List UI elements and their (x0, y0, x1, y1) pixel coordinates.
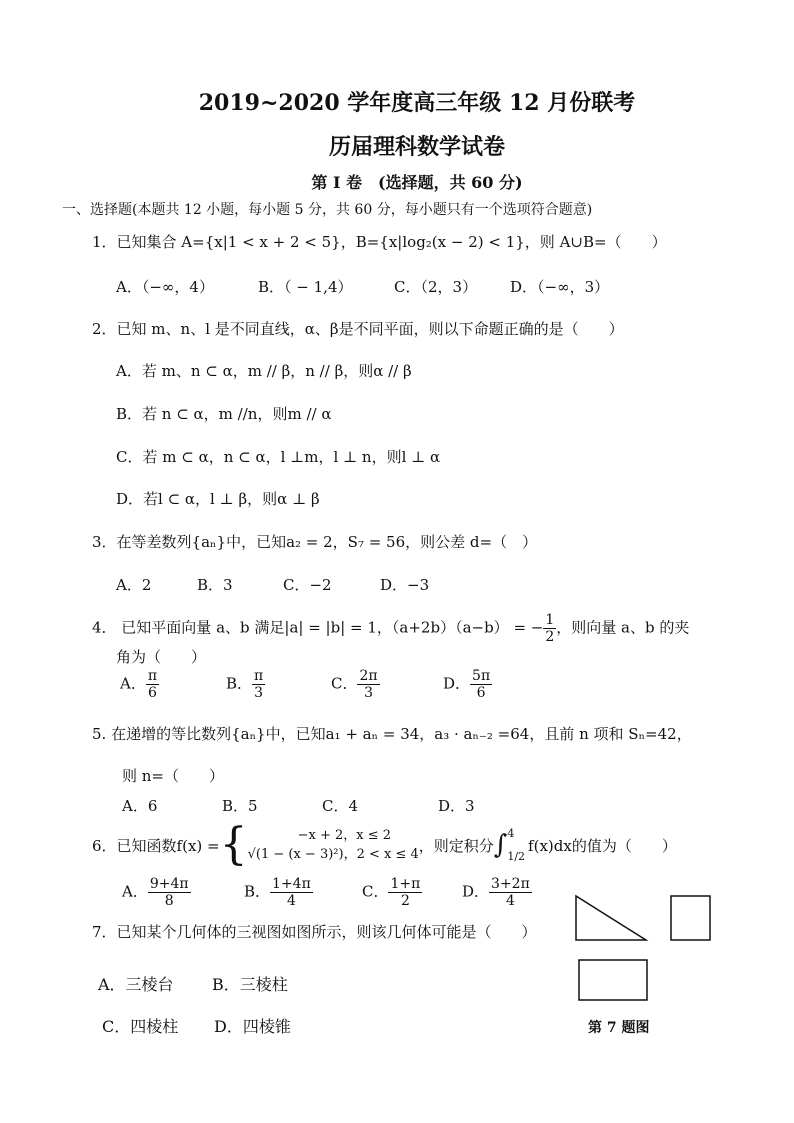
q4-c-den: 3 (364, 685, 373, 702)
q4-option-a (120, 668, 159, 701)
q4-a-den: 6 (147, 685, 157, 702)
q6-c-num: 1+π (390, 876, 421, 892)
q2-option-c: C．若 m ⊂ α，n ⊂ α，l ⊥m，l ⊥ n，则l ⊥ α (116, 448, 441, 466)
q4-option-a-frac (146, 668, 159, 701)
q1-option-b: B．（ − 1,4） (258, 278, 353, 296)
q6-a-den: 8 (164, 893, 174, 910)
q6-piece-1: −x + 2，x ≤ 2 (297, 827, 392, 843)
three-view-figure (570, 892, 720, 1012)
q2-option-b: B．若 n ⊂ α，m //n，则m // α (116, 405, 332, 423)
q4-option-d (443, 668, 492, 701)
part-heading: 第 Ⅰ 卷 (选择题，共 60 分) (311, 173, 523, 192)
q6-stem-part-c: f(x)dx的值为（ ） (528, 836, 677, 855)
question-3-stem: 3．在等差数列{aₙ}中，已知a₂ = 2，S₇ = 56，则公差 d=（ ） (92, 533, 538, 551)
q6-d-den: 4 (505, 893, 515, 910)
figure-caption: 第 7 题图 (588, 1020, 650, 1036)
front-view-triangle (576, 896, 646, 940)
q4-option-d-frac (470, 668, 492, 701)
q6-option-d (462, 876, 532, 909)
q4-stem-continued: 角为（ ） (116, 648, 207, 666)
q4-c-num: 2π (359, 668, 378, 684)
q5-option-d: D．3 (438, 797, 475, 815)
q6-option-a-label: A． (122, 882, 148, 901)
q6-b-num: 1+4π (272, 876, 311, 892)
q4-stem-part-a: 4． 已知平面向量 a、b 满足|a| = |b| = 1，（a+2b）（a−b） = − (92, 618, 544, 637)
q4-option-b (226, 668, 265, 701)
q4-d-den: 6 (476, 685, 486, 702)
q6-option-c-label: C． (362, 882, 389, 901)
q1-option-a: A．（−∞，4） (116, 278, 214, 296)
q6-option-a (122, 876, 191, 909)
q2-option-a: A．若 m、n ⊂ α，m // β，n // β，则α // β (116, 362, 412, 380)
q4-frac-num: 1 (545, 612, 555, 628)
q6-option-d-frac (489, 876, 532, 909)
q6-integral-limits (507, 826, 525, 865)
question-4-stem (92, 612, 689, 645)
q4-option-b-label: B． (226, 674, 253, 693)
question-5-stem-continued: 则 n=（ ） (122, 767, 224, 785)
top-view-rectangle (579, 960, 647, 1000)
q7-option-b: B．三棱柱 (212, 975, 288, 994)
q6-option-d-label: D． (462, 882, 490, 901)
q5-option-b: B．5 (222, 797, 258, 815)
q6-option-b (244, 876, 313, 909)
q6-a-num: 9+4π (149, 876, 189, 892)
q3-option-b: B．3 (197, 576, 233, 594)
q4-option-a-label: A． (120, 674, 146, 693)
q4-option-c-frac (357, 668, 379, 701)
exam-subtitle: 历届理科数学试卷 (328, 134, 505, 160)
q6-stem-part-b: ，则定积分 (418, 836, 494, 855)
q3-option-a: A．2 (116, 576, 152, 594)
section-heading: 一、选择题(本题共 12 小题，每小题 5 分，共 60 分，每小题只有一个选项符合题意) (62, 202, 593, 218)
question-2-stem: 2．已知 m、n、l 是不同直线，α、β是不同平面，则以下命题正确的是（ ） (92, 320, 624, 338)
q6-int-upper: 4 (507, 826, 515, 840)
q4-b-num: π (254, 668, 264, 684)
q6-c-den: 2 (400, 893, 410, 910)
q4-frac-den: 2 (545, 629, 555, 646)
q4-option-b-frac (252, 668, 265, 701)
q4-option-c-label: C． (331, 674, 358, 693)
q6-option-b-label: B． (244, 882, 271, 901)
q4-d-num: 5π (472, 668, 491, 684)
q6-piecewise (248, 826, 419, 865)
q4-option-d-label: D． (443, 674, 471, 693)
q5-option-c: C．4 (322, 797, 359, 815)
q4-stem-part-b: ，则向量 a、b 的夹 (556, 618, 690, 637)
q7-option-d: D．四棱锥 (214, 1017, 291, 1036)
q7-option-a: A．三棱台 (98, 975, 174, 994)
q1-option-c: C．（2，3） (394, 278, 478, 296)
q4-stem-fraction (543, 612, 556, 645)
q5-option-a: A．6 (122, 797, 158, 815)
q6-option-c-frac (388, 876, 422, 909)
q6-stem-part-a: 6．已知函数f(x) = (92, 836, 220, 855)
q6-option-c (362, 876, 422, 909)
q3-option-c: C．−2 (283, 576, 332, 594)
q6-option-a-frac (148, 876, 191, 909)
q6-brace: { (219, 819, 248, 870)
q2-option-d: D．若l ⊂ α，l ⊥ β，则α ⊥ β (116, 490, 320, 508)
question-5-stem: 5. 在递增的等比数列{aₙ}中，已知a₁ + aₙ = 34，a₃ · aₙ₋₂ =64，且前 n 项和 Sₙ=42， (92, 725, 692, 743)
q6-d-num: 3+2π (491, 876, 530, 892)
q1-option-d: D．（−∞，3） (510, 278, 610, 296)
q6-b-den: 4 (286, 893, 296, 910)
q7-option-c: C．四棱柱 (102, 1017, 179, 1036)
question-6-stem (92, 819, 677, 870)
q4-option-c (331, 668, 380, 701)
q6-int-lower: 1/2 (507, 850, 526, 863)
exam-title: 2019~2020 学年度高三年级 12 月份联考 (198, 90, 636, 116)
integral-sign: ∫ (493, 830, 508, 860)
q6-piece-2: √(1 − (x − 3)²)，2 < x ≤ 4 (247, 847, 419, 862)
q4-a-num: π (147, 668, 158, 684)
q6-option-b-frac (270, 876, 313, 909)
q3-option-d: D．−3 (380, 576, 430, 594)
question-1-stem: 1．已知集合 A={x|1 < x + 2 < 5}，B={x|log₂(x − 2) < 1}，则 A∪B=（ ） (92, 233, 667, 251)
question-7-stem: 7．已知某个几何体的三视图如图所示，则该几何体可能是（ ） (92, 923, 537, 941)
q4-b-den: 3 (254, 685, 264, 702)
side-view-square (671, 896, 710, 940)
